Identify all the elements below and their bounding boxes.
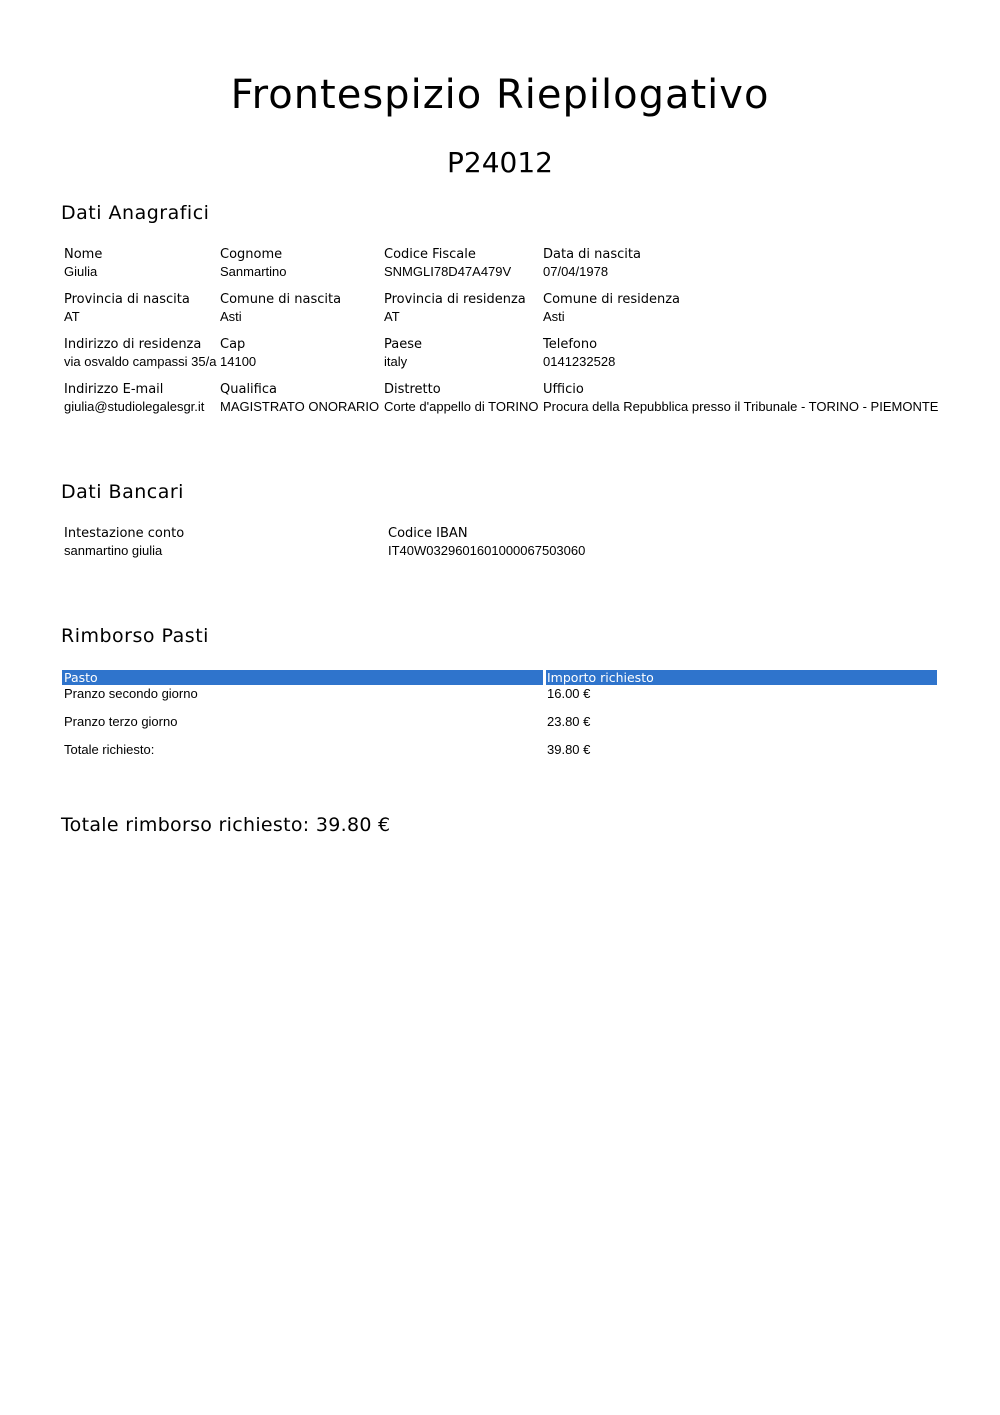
field-value: Asti <box>543 309 565 324</box>
field-label: Comune di residenza <box>543 292 681 307</box>
field-label: Ufficio <box>543 382 584 397</box>
field-label: Indirizzo E-mail <box>64 382 164 397</box>
field-cap <box>220 337 256 371</box>
section-title-dati-bancari: Dati Bancari <box>61 481 184 503</box>
field-label: Cap <box>220 337 246 352</box>
field-label: Comune di nascita <box>220 292 342 307</box>
field-value: Sanmartino <box>220 264 287 279</box>
field-codice-fiscale <box>384 247 511 281</box>
table-header <box>62 670 937 685</box>
field-value: via osvaldo campassi 35/a <box>64 354 217 369</box>
field-label: Telefono <box>543 337 598 352</box>
field-value: giulia@studiolegalesgr.it <box>64 399 205 414</box>
field-label: Distretto <box>384 382 441 397</box>
field-data-di-nascita <box>543 247 641 281</box>
cell-importo: 39.80 € <box>547 742 591 757</box>
field-value: Procura della Repubblica presso il Tribunale - TORINO - PIEMONTE <box>543 399 939 414</box>
field-label: Provincia di nascita <box>64 292 190 307</box>
field-label: Nome <box>64 247 103 262</box>
field-value: Corte d'appello di TORINO <box>384 399 539 414</box>
field-value: Asti <box>220 309 242 324</box>
field-value: 07/04/1978 <box>543 264 609 279</box>
field-value: AT <box>384 309 400 324</box>
field-nome <box>64 247 102 281</box>
field-distretto <box>384 382 538 416</box>
field-value: SNMGLI78D47A479V <box>384 264 512 279</box>
column-divider <box>543 670 546 685</box>
field-indirizzo-di-residenza <box>64 337 216 371</box>
cell-pasto: Pranzo secondo giorno <box>64 686 198 701</box>
grand-total: Totale rimborso richiesto: 39.80 € <box>61 814 391 836</box>
field-qualifica <box>220 382 379 416</box>
field-provincia-di-residenza <box>384 292 526 326</box>
cell-pasto: Totale richiesto: <box>64 742 155 757</box>
field-value: IT40W0329601601000067503060 <box>388 543 586 558</box>
cell-importo: 16.00 € <box>547 686 591 701</box>
field-indirizzo-email <box>64 382 204 416</box>
field-label: Cognome <box>220 247 283 262</box>
field-telefono <box>543 337 615 371</box>
field-comune-di-nascita <box>220 292 341 326</box>
column-header-pasto: Pasto <box>64 670 98 685</box>
field-ufficio <box>543 382 938 416</box>
field-paese <box>384 337 422 371</box>
cell-pasto: Pranzo terzo giorno <box>64 714 178 729</box>
field-label: Qualifica <box>220 382 277 397</box>
field-label: Paese <box>384 337 422 352</box>
cell-importo: 23.80 € <box>547 714 591 729</box>
field-cognome <box>220 247 286 281</box>
field-label: Indirizzo di residenza <box>64 337 202 352</box>
page-title: Frontespizio Riepilogativo <box>230 72 770 118</box>
field-value: Giulia <box>64 264 98 279</box>
field-intestazione-conto <box>64 526 184 560</box>
field-label: Codice Fiscale <box>384 247 476 262</box>
section-title-rimborso-pasti: Rimborso Pasti <box>61 625 209 647</box>
field-value: sanmartino giulia <box>64 543 163 558</box>
document-code: P24012 <box>447 146 553 179</box>
section-title-dati-anagrafici: Dati Anagrafici <box>61 202 210 224</box>
field-value: 14100 <box>220 354 257 369</box>
field-value: AT <box>64 309 80 324</box>
field-label: Provincia di residenza <box>384 292 526 307</box>
field-label: Data di nascita <box>543 247 641 262</box>
field-codice-iban <box>388 526 585 560</box>
field-value: 0141232528 <box>543 354 616 369</box>
field-value: italy <box>384 354 408 369</box>
field-comune-di-residenza <box>543 292 680 326</box>
column-header-importo: Importo richiesto <box>547 670 654 685</box>
field-provincia-di-nascita <box>64 292 190 326</box>
field-value: MAGISTRATO ONORARIO <box>220 399 380 414</box>
field-label: Intestazione conto <box>64 526 185 541</box>
field-label: Codice IBAN <box>388 526 468 541</box>
